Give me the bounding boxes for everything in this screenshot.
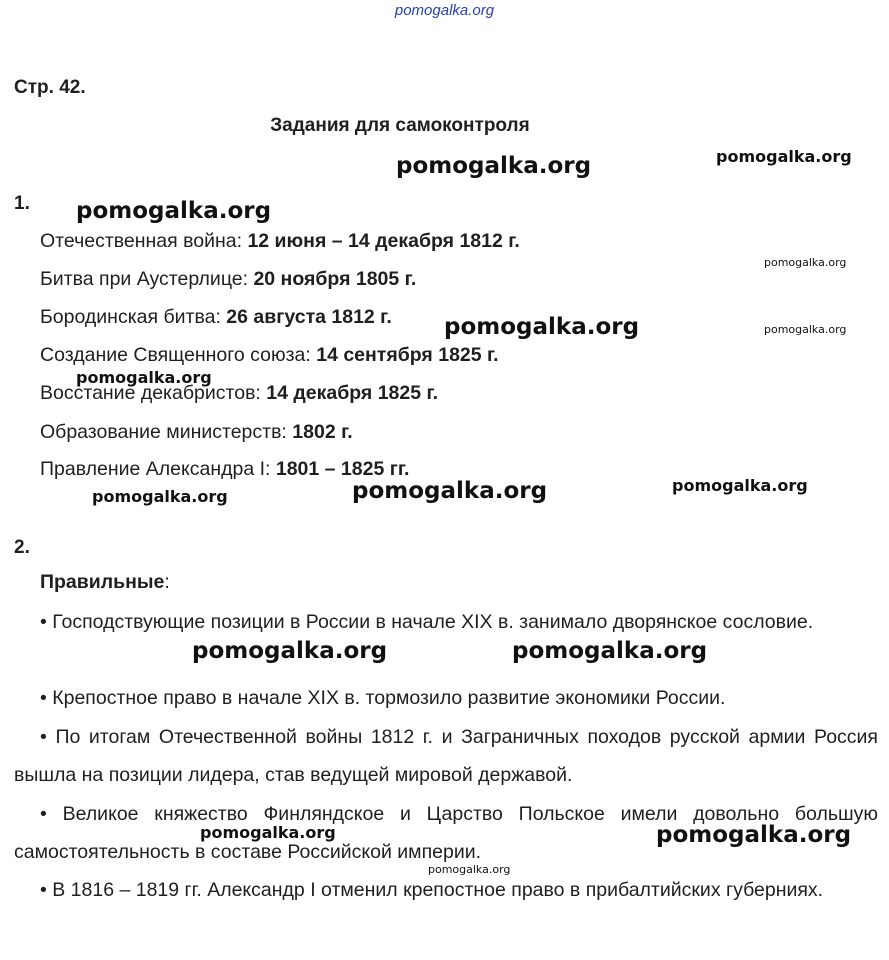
watermark: pomogalka.org <box>428 863 511 876</box>
task-1-number: 1. <box>14 193 30 214</box>
task-1-line: Отечественная война: 12 июня – 14 декабря 1812 г. <box>40 230 520 252</box>
correct-answers-label: Правильные: <box>40 571 170 593</box>
watermark: pomogalka.org <box>764 256 847 269</box>
page-reference: Стр. 42. <box>14 77 86 98</box>
answer-paragraph: • Крепостное право в начале XIX в. тормозило развитие экономики России. <box>40 687 726 709</box>
task-1-line: Битва при Аустерлице: 20 ноября 1805 г. <box>40 268 417 290</box>
site-header-link[interactable]: pomogalka.org <box>394 2 495 19</box>
watermark: pomogalka.org <box>396 153 592 179</box>
task-1-line: Создание Священного союза: 14 сентября 1825 г. <box>40 344 499 366</box>
section-title: Задания для самоконтроля <box>270 115 530 136</box>
watermark: pomogalka.org <box>192 638 388 664</box>
answer-paragraph: • Господствующие позиции в России в начале XIX в. занимало дворянское сословие. <box>40 611 814 633</box>
task-1-line: Восстание декабристов: 14 декабря 1825 г. <box>40 382 439 404</box>
watermark: pomogalka.org <box>76 368 212 387</box>
task-2-number: 2. <box>14 537 30 558</box>
answer-paragraph: • Великое княжество Финляндское и Царство Польское имели довольно большую самостоятельность в составе Российской империи. <box>14 803 878 863</box>
watermark: pomogalka.org <box>716 147 852 166</box>
watermark: pomogalka.org <box>76 198 272 224</box>
task-1-line: Образование министерств: 1802 г. <box>40 421 353 443</box>
answer-paragraph: • По итогам Отечественной войны 1812 г. и Заграничных походов русской армии Россия вышла на позиции лидера, став ведущей мировой державой. <box>14 726 878 786</box>
watermark: pomogalka.org <box>764 323 847 336</box>
watermark: pomogalka.org <box>92 487 228 506</box>
answer-paragraph: • В 1816 – 1819 гг. Александр I отменил крепостное право в прибалтийских губерниях. <box>40 879 824 901</box>
watermark: pomogalka.org <box>200 823 336 842</box>
watermark: pomogalka.org <box>444 314 640 340</box>
task-1-line: Бородинская битва: 26 августа 1812 г. <box>40 306 392 328</box>
task-1-line: Правление Александра I: 1801 – 1825 гг. <box>40 458 410 480</box>
watermark: pomogalka.org <box>672 476 808 495</box>
watermark: pomogalka.org <box>512 638 708 664</box>
watermark: pomogalka.org <box>352 478 548 504</box>
watermark: pomogalka.org <box>656 822 852 848</box>
